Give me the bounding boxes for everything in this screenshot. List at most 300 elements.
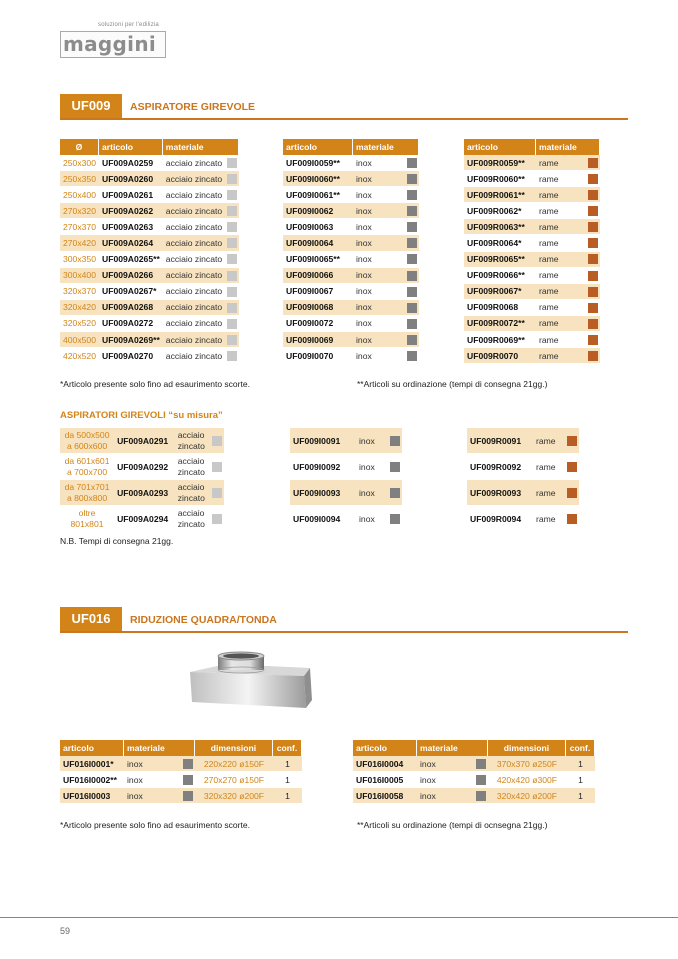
inox-swatch (183, 759, 193, 769)
swatch-cell (586, 332, 600, 348)
swatch-cell (181, 772, 195, 788)
swatch-cell (181, 788, 195, 804)
swatch-cell (405, 316, 419, 332)
section-header-uf016 (60, 607, 628, 633)
table-uf016-b (353, 740, 595, 804)
material-cell: acciaio zincato (163, 300, 225, 316)
inox-swatch (407, 303, 417, 313)
article-code: UF009I0063 (283, 219, 353, 235)
swatch-cell (210, 454, 224, 480)
material-line: zincato (177, 466, 205, 477)
rame-swatch (588, 303, 598, 313)
article-code: UF009A0291 (114, 428, 175, 454)
inox-swatch (407, 287, 417, 297)
article-code: UF009A0260 (99, 171, 163, 187)
inox-swatch (390, 436, 400, 446)
article-code: UF009A0269** (99, 332, 163, 348)
material-cell: rame (536, 171, 586, 187)
article-code: UF009I0093 (290, 480, 356, 506)
table-row (283, 252, 419, 268)
article-code: UF016I0004 (353, 756, 417, 772)
material-cell: inox (353, 300, 405, 316)
material-cell: rame (536, 203, 586, 219)
inox-swatch (407, 238, 417, 248)
article-code: UF016I0002** (60, 772, 124, 788)
swatch-cell (388, 506, 402, 532)
article-code: UF009A0266 (99, 268, 163, 284)
zinc-swatch (212, 462, 222, 472)
swatch-cell (405, 252, 419, 268)
inox-swatch (407, 222, 417, 232)
article-code: UF009A0265** (99, 252, 163, 268)
dimension-from: oltre (78, 507, 96, 518)
inox-swatch (183, 791, 193, 801)
table-row (283, 203, 419, 219)
article-code: UF009R0062* (464, 203, 536, 219)
custom-title: ASPIRATORI GIREVOLI “su misura” (60, 410, 223, 421)
article-code: UF009A0293 (114, 480, 175, 506)
rame-swatch (588, 287, 598, 297)
table-row (60, 300, 239, 316)
dimension-cell: 420x520 (60, 348, 99, 364)
col-header: dimensioni (488, 740, 566, 756)
conf-cell: 1 (273, 788, 302, 804)
zinc-swatch (227, 271, 237, 281)
material-cell: inox (356, 506, 388, 532)
col-header: conf. (566, 740, 595, 756)
col-header: articolo (464, 139, 536, 155)
rame-swatch (567, 488, 577, 498)
swatch-cell (405, 268, 419, 284)
material-cell: acciaio zincato (163, 203, 225, 219)
rame-swatch (588, 206, 598, 216)
article-code: UF009A0292 (114, 454, 175, 480)
table-row (353, 756, 595, 772)
table-row (464, 284, 600, 300)
table-row (283, 284, 419, 300)
inox-swatch (476, 775, 486, 785)
article-code: UF009R0060** (464, 171, 536, 187)
table-row (464, 171, 600, 187)
page-number: 59 (60, 926, 71, 936)
rame-swatch (588, 254, 598, 264)
dimension-cell: 300x350 (60, 252, 99, 268)
zinc-swatch (227, 351, 237, 361)
swatch-cell (586, 155, 600, 171)
table-row (464, 252, 600, 268)
section-header-uf009 (60, 94, 628, 120)
table-row (283, 171, 419, 187)
table-row (464, 219, 600, 235)
table-row (60, 268, 239, 284)
table-row (60, 203, 239, 219)
article-code: UF009A0270 (99, 348, 163, 364)
material-cell (175, 428, 210, 454)
material-cell (175, 480, 210, 506)
article-code: UF009A0267* (99, 284, 163, 300)
article-code: UF009A0272 (99, 316, 163, 332)
table-row (464, 235, 600, 251)
inox-swatch (476, 759, 486, 769)
swatch-cell (565, 428, 579, 454)
article-code: UF009R0069** (464, 332, 536, 348)
material-cell: acciaio zincato (163, 219, 225, 235)
table-row (60, 348, 239, 364)
article-code: UF009R0072** (464, 316, 536, 332)
swatch-cell (586, 219, 600, 235)
table-row (283, 316, 419, 332)
material-cell (175, 506, 210, 532)
dimension-cell: 320x520 (60, 316, 99, 332)
material-cell: inox (353, 219, 405, 235)
article-code: UF009R0065** (464, 252, 536, 268)
material-cell: acciaio zincato (163, 268, 225, 284)
swatch-cell (586, 203, 600, 219)
swatch-cell (225, 284, 239, 300)
rame-swatch (567, 436, 577, 446)
article-code: UF009R0070 (464, 348, 536, 364)
dimension-cell: 250x300 (60, 155, 99, 171)
material-line: acciaio (177, 455, 205, 466)
col-header: articolo (353, 740, 417, 756)
table-row (467, 480, 579, 506)
material-cell: inox (353, 203, 405, 219)
brand-logo (60, 22, 168, 58)
swatch-cell (586, 348, 600, 364)
article-code: UF009R0068 (464, 300, 536, 316)
article-code: UF009R0061** (464, 187, 536, 203)
dimension-cell: 270x420 (60, 235, 99, 251)
col-header: articolo (99, 139, 163, 155)
zinc-swatch (227, 287, 237, 297)
swatch-cell (388, 480, 402, 506)
inox-swatch (407, 271, 417, 281)
table-custom-zincato (60, 428, 224, 532)
inox-swatch (407, 206, 417, 216)
table-row (60, 316, 239, 332)
footnote-ordinazione-2: **Articoli su ordinazione (tempi di ocnsegna 21gg.) (357, 820, 548, 830)
dimension-cell: 250x350 (60, 171, 99, 187)
material-cell: acciaio zincato (163, 284, 225, 300)
col-header: dimensioni (195, 740, 273, 756)
dimension-cell (60, 506, 114, 532)
swatch-cell (586, 187, 600, 203)
col-header: materiale (353, 139, 419, 155)
article-code: UF009I0062 (283, 203, 353, 219)
swatch-cell (210, 428, 224, 454)
rame-swatch (588, 351, 598, 361)
swatch-cell (405, 300, 419, 316)
conf-cell: 1 (273, 756, 302, 772)
inox-swatch (407, 351, 417, 361)
article-code: UF016I0005 (353, 772, 417, 788)
col-header: articolo (60, 740, 124, 756)
logo-wordmark: maggini (63, 32, 157, 56)
table-row (467, 428, 579, 454)
material-cell: inox (417, 788, 474, 804)
swatch-cell (474, 772, 488, 788)
inox-swatch (407, 335, 417, 345)
material-cell: rame (536, 187, 586, 203)
dimension-cell (60, 428, 114, 454)
article-code: UF009R0092 (467, 454, 533, 480)
rame-swatch (567, 514, 577, 524)
inox-swatch (407, 190, 417, 200)
swatch-cell (181, 756, 195, 772)
dimension-cell: 320x420 ø200F (488, 788, 566, 804)
section-code: UF009 (60, 94, 122, 118)
material-cell: inox (353, 252, 405, 268)
table-row (60, 332, 239, 348)
article-code: UF009R0067* (464, 284, 536, 300)
swatch-cell (225, 203, 239, 219)
swatch-cell (210, 480, 224, 506)
table-row (60, 772, 302, 788)
article-code: UF009I0069 (283, 332, 353, 348)
rame-swatch (588, 190, 598, 200)
material-cell: rame (536, 316, 586, 332)
material-cell: rame (536, 155, 586, 171)
material-cell: rame (536, 284, 586, 300)
swatch-cell (225, 219, 239, 235)
table-row (60, 480, 224, 506)
dimension-from: da 601x601 (64, 455, 110, 466)
table-row (290, 428, 402, 454)
article-code: UF009R0059** (464, 155, 536, 171)
dimension-cell: 300x400 (60, 268, 99, 284)
section-title: ASPIRATORE GIREVOLE (130, 101, 256, 113)
material-cell: rame (536, 300, 586, 316)
table-row (60, 171, 239, 187)
table-row (290, 506, 402, 532)
table-row (464, 268, 600, 284)
swatch-cell (405, 219, 419, 235)
note-consegna: N.B. Tempi di consegna 21gg. (60, 536, 174, 546)
inox-swatch (390, 462, 400, 472)
material-cell: inox (353, 155, 405, 171)
table-row (464, 187, 600, 203)
inox-swatch (183, 775, 193, 785)
material-cell: acciaio zincato (163, 332, 225, 348)
table-row (464, 332, 600, 348)
article-code: UF009A0268 (99, 300, 163, 316)
section-title: RIDUZIONE QUADRA/TONDA (130, 614, 277, 626)
material-line: acciaio (177, 429, 205, 440)
material-cell: inox (124, 756, 181, 772)
material-cell: rame (533, 454, 565, 480)
swatch-cell (405, 171, 419, 187)
dimension-cell (60, 454, 114, 480)
table-uf016-a (60, 740, 302, 804)
material-cell: inox (356, 480, 388, 506)
article-code: UF009I0066 (283, 268, 353, 284)
swatch-cell (225, 268, 239, 284)
article-code: UF009A0263 (99, 219, 163, 235)
table-row (353, 772, 595, 788)
conf-cell: 1 (566, 772, 595, 788)
article-code: UF009A0261 (99, 187, 163, 203)
material-cell: inox (353, 187, 405, 203)
material-cell: inox (353, 332, 405, 348)
material-cell: inox (356, 454, 388, 480)
swatch-cell (405, 187, 419, 203)
material-cell: inox (124, 788, 181, 804)
table-row (464, 203, 600, 219)
conf-cell: 1 (566, 788, 595, 804)
article-code: UF009I0067 (283, 284, 353, 300)
inox-swatch (407, 254, 417, 264)
material-cell: acciaio zincato (163, 316, 225, 332)
table-row (283, 348, 419, 364)
inox-swatch (407, 319, 417, 329)
article-code: UF009R0066** (464, 268, 536, 284)
rame-swatch (588, 319, 598, 329)
product-image-riduzione (186, 650, 314, 712)
article-code: UF009I0064 (283, 235, 353, 251)
material-cell: inox (353, 171, 405, 187)
swatch-cell (565, 506, 579, 532)
table-row (60, 788, 302, 804)
swatch-cell (405, 348, 419, 364)
dimension-to: a 700x700 (66, 466, 108, 477)
swatch-cell (405, 203, 419, 219)
zinc-swatch (227, 335, 237, 345)
material-cell: inox (124, 772, 181, 788)
material-line: acciaio (177, 507, 205, 518)
table-row (283, 268, 419, 284)
article-code: UF009R0063** (464, 219, 536, 235)
rame-swatch (588, 174, 598, 184)
material-cell: inox (356, 428, 388, 454)
dimension-to: a 800x800 (66, 492, 108, 503)
table-row (283, 300, 419, 316)
zinc-swatch (227, 254, 237, 264)
material-cell: acciaio zincato (163, 252, 225, 268)
zinc-swatch (212, 436, 222, 446)
article-code: UF009R0091 (467, 428, 533, 454)
dimension-to: 801x801 (70, 518, 104, 529)
swatch-cell (225, 348, 239, 364)
dimension-cell: 270x270 ø150F (195, 772, 273, 788)
table-row (60, 155, 239, 171)
swatch-cell (225, 187, 239, 203)
article-code: UF009I0059** (283, 155, 353, 171)
article-code: UF016I0003 (60, 788, 124, 804)
table-row (283, 332, 419, 348)
conf-cell: 1 (273, 772, 302, 788)
article-code: UF009I0068 (283, 300, 353, 316)
rame-swatch (588, 238, 598, 248)
dimension-cell: 220x220 ø150F (195, 756, 273, 772)
article-code: UF009A0259 (99, 155, 163, 171)
zinc-swatch (227, 190, 237, 200)
article-code: UF009I0061** (283, 187, 353, 203)
table-uf009-zincato (60, 139, 239, 364)
table-row (290, 454, 402, 480)
article-code: UF009R0064* (464, 235, 536, 251)
table-row (464, 316, 600, 332)
col-header: materiale (536, 139, 600, 155)
swatch-cell (225, 332, 239, 348)
material-cell: rame (536, 348, 586, 364)
table-row (60, 454, 224, 480)
swatch-cell (388, 454, 402, 480)
swatch-cell (565, 480, 579, 506)
dimension-to: a 600x600 (66, 440, 108, 451)
material-cell: inox (353, 348, 405, 364)
material-cell: rame (536, 268, 586, 284)
zinc-swatch (227, 158, 237, 168)
material-cell: inox (353, 316, 405, 332)
article-code: UF009I0065** (283, 252, 353, 268)
rame-swatch (588, 335, 598, 345)
dimension-cell: 370x370 ø250F (488, 756, 566, 772)
dimension-cell: 250x400 (60, 187, 99, 203)
material-cell: rame (533, 428, 565, 454)
table-row (60, 219, 239, 235)
dimension-cell: 320x370 (60, 284, 99, 300)
swatch-cell (405, 155, 419, 171)
table-custom-rame (467, 428, 579, 532)
dimension-cell (60, 480, 114, 506)
table-row (283, 155, 419, 171)
swatch-cell (210, 506, 224, 532)
rame-swatch (588, 271, 598, 281)
article-code: UF016I0058 (353, 788, 417, 804)
dimension-from: da 500x500 (64, 429, 110, 440)
col-header: materiale (124, 740, 195, 756)
table-uf009-inox (283, 139, 419, 364)
material-cell: rame (536, 219, 586, 235)
table-row (60, 428, 224, 454)
material-cell: acciaio zincato (163, 187, 225, 203)
col-header: Ø (60, 139, 99, 155)
swatch-cell (405, 332, 419, 348)
dimension-cell: 270x320 (60, 203, 99, 219)
swatch-cell (388, 428, 402, 454)
swatch-cell (225, 171, 239, 187)
article-code: UF009I0070 (283, 348, 353, 364)
article-code: UF009R0094 (467, 506, 533, 532)
inox-swatch (407, 158, 417, 168)
zinc-swatch (227, 174, 237, 184)
col-header: articolo (283, 139, 353, 155)
material-cell: inox (417, 756, 474, 772)
rame-swatch (588, 222, 598, 232)
material-cell: acciaio zincato (163, 235, 225, 251)
table-uf009-rame (464, 139, 600, 364)
table-row (60, 756, 302, 772)
table-row (283, 219, 419, 235)
table-row (353, 788, 595, 804)
material-cell: rame (533, 506, 565, 532)
logo-tagline: soluzioni per l'edilizia (98, 22, 159, 28)
material-cell: acciaio zincato (163, 171, 225, 187)
footnote-esaurimento-2: *Articolo presente solo fino ad esaurimento scorte. (60, 820, 250, 830)
article-code: UF009I0094 (290, 506, 356, 532)
swatch-cell (586, 268, 600, 284)
footnote-esaurimento: *Articolo presente solo fino ad esaurimento scorte. (60, 379, 250, 389)
swatch-cell (586, 235, 600, 251)
footnote-ordinazione: **Articoli su ordinazione (tempi di consegna 21gg.) (357, 379, 548, 389)
material-line: acciaio (177, 481, 205, 492)
inox-swatch (476, 791, 486, 801)
swatch-cell (474, 788, 488, 804)
material-cell (175, 454, 210, 480)
material-line: zincato (177, 440, 205, 451)
article-code: UF009A0264 (99, 235, 163, 251)
inox-swatch (407, 174, 417, 184)
